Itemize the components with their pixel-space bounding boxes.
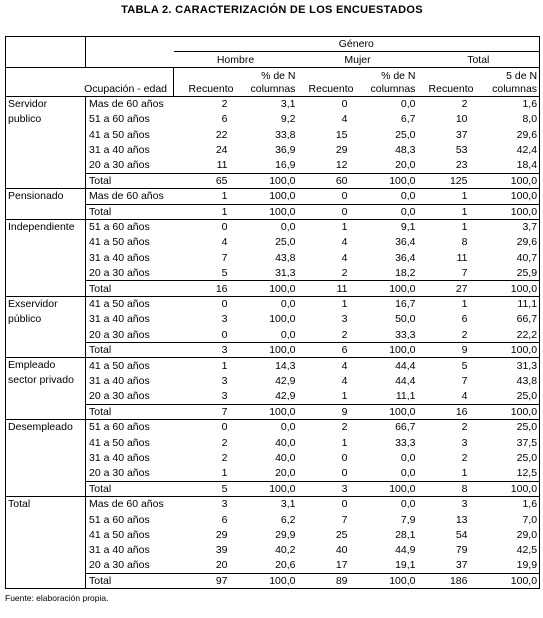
occupation-label: sector privado xyxy=(8,374,74,387)
hombre-recuento-cell: 24 xyxy=(215,144,228,157)
total-pct-cell: 25,0 xyxy=(516,390,538,403)
age-cell: 20 a 30 años xyxy=(89,328,150,341)
mujer-recuento-cell: 0 xyxy=(298,204,356,219)
age-cell: 20 a 30 años xyxy=(89,390,150,403)
mujer-pct-cell: 100,0 xyxy=(356,343,418,358)
hombre-recuento-cell: 7 xyxy=(174,404,236,419)
mujer-recuento-cell: 4 xyxy=(341,375,348,387)
total-pct-cell: 29,6 xyxy=(516,128,538,141)
age-cell: Mas de 60 años xyxy=(86,96,174,111)
total-pct-cell: 100,0 xyxy=(476,281,540,296)
table-row xyxy=(6,112,540,127)
total-pct-cell: 25,0 xyxy=(476,419,540,434)
hombre-pct-cell: 9,2 xyxy=(280,113,296,126)
mujer-pct-cell: 0,0 xyxy=(400,467,416,480)
mujer-recuento-cell: 4 xyxy=(341,236,348,249)
age-cell: 31 a 40 años xyxy=(89,375,150,387)
occupation-cell xyxy=(6,96,86,188)
age-cell: Mas de 60 años xyxy=(86,189,174,204)
table-row xyxy=(6,281,540,296)
mujer-pct-cell: 100,0 xyxy=(356,173,418,188)
age-cell: 31 a 40 años xyxy=(89,451,150,464)
hombre-pct-cell: 14,3 xyxy=(236,358,298,373)
hombre-pct-cell: 0,0 xyxy=(236,296,298,311)
hombre-recuento-cell: 7 xyxy=(221,251,228,264)
hombre-pct-cell: 0,0 xyxy=(280,328,296,341)
table-row xyxy=(6,496,540,511)
mujer-recuento-cell: 2 xyxy=(341,267,348,280)
mujer-recuento-cell: 2 xyxy=(298,419,356,434)
header-mujer-recuento: Recuento xyxy=(298,67,356,96)
hombre-pct-cell: 20,0 xyxy=(275,467,296,480)
occupation-cell xyxy=(6,419,86,496)
mujer-pct-cell: 20,0 xyxy=(395,159,416,172)
mujer-pct-cell: 0,0 xyxy=(356,189,418,204)
table-row xyxy=(6,327,540,342)
mujer-recuento-cell: 4 xyxy=(341,251,348,264)
header-pct-bottom: columnas xyxy=(370,82,416,95)
hombre-pct-cell: 3,1 xyxy=(236,496,298,511)
total-recuento-cell: 3 xyxy=(461,436,468,449)
mujer-pct-cell: 7,9 xyxy=(400,513,416,526)
hombre-recuento-cell: 29 xyxy=(215,528,228,541)
total-pct-cell: 100,0 xyxy=(476,189,540,204)
total-pct-cell: 100,0 xyxy=(476,481,540,496)
hombre-pct-cell: 40,2 xyxy=(275,544,296,557)
mujer-recuento-cell: 15 xyxy=(335,128,348,141)
occupation-cell xyxy=(6,296,86,358)
hombre-recuento-cell: 0 xyxy=(221,328,228,341)
mujer-pct-cell: 100,0 xyxy=(356,404,418,419)
mujer-pct-cell: 100,0 xyxy=(356,281,418,296)
total-pct-cell: 37,5 xyxy=(516,436,538,449)
table-row xyxy=(6,358,540,373)
total-recuento-cell: 2 xyxy=(418,419,476,434)
mujer-pct-cell: 28,1 xyxy=(395,528,416,541)
hombre-pct-cell: 31,3 xyxy=(275,267,296,280)
total-pct-cell: 100,0 xyxy=(476,404,540,419)
header-genero: Género xyxy=(338,38,374,51)
occupation-label: público xyxy=(8,312,42,325)
mujer-recuento-cell: 0 xyxy=(341,451,348,464)
total-pct-cell: 12,5 xyxy=(516,467,538,480)
total-pct-cell: 43,8 xyxy=(516,375,538,387)
hombre-recuento-cell: 97 xyxy=(174,573,236,588)
occupation-label: Empleado xyxy=(8,359,56,372)
header-total-pct xyxy=(476,67,540,96)
mujer-pct-cell: 44,4 xyxy=(395,375,416,387)
total-pct-cell: 66,7 xyxy=(516,313,538,326)
hombre-pct-cell: 100,0 xyxy=(236,481,298,496)
hombre-recuento-cell: 1 xyxy=(174,358,236,373)
table-row xyxy=(6,96,540,111)
age-cell: 20 a 30 años xyxy=(89,159,150,172)
hombre-recuento-cell: 16 xyxy=(174,281,236,296)
total-pct-cell: 11,1 xyxy=(476,296,540,311)
mujer-pct-cell: 36,4 xyxy=(395,236,416,249)
mujer-pct-cell: 11,1 xyxy=(395,390,416,403)
hombre-pct-cell: 100,0 xyxy=(236,343,298,358)
hombre-pct-cell: 33,8 xyxy=(275,128,296,141)
total-pct-cell: 25,9 xyxy=(516,267,538,280)
hombre-recuento-cell: 2 xyxy=(221,436,228,449)
mujer-recuento-cell: 1 xyxy=(341,390,348,403)
occupation-label: Servidor xyxy=(8,97,48,110)
mujer-recuento-cell: 0 xyxy=(298,189,356,204)
occupation-label: Desempleado xyxy=(8,420,73,433)
mujer-recuento-cell: 25 xyxy=(335,528,348,541)
age-cell: 41 a 50 años xyxy=(86,296,174,311)
total-pct-cell: 100,0 xyxy=(476,204,540,219)
mujer-recuento-cell: 29 xyxy=(335,144,348,157)
occupation-cell xyxy=(6,219,86,296)
mujer-recuento-cell: 4 xyxy=(298,358,356,373)
table-row xyxy=(6,173,540,188)
mujer-recuento-cell: 7 xyxy=(341,513,348,526)
total-recuento-cell: 79 xyxy=(455,544,468,557)
table-row xyxy=(6,296,540,311)
mujer-pct-cell: 0,0 xyxy=(356,496,418,511)
hombre-recuento-cell: 1 xyxy=(221,467,228,480)
hombre-recuento-cell: 1 xyxy=(174,204,236,219)
hombre-pct-cell: 100,0 xyxy=(236,204,298,219)
total-pct-cell: 19,9 xyxy=(516,559,538,572)
total-pct-cell: 8,0 xyxy=(522,113,538,126)
mujer-pct-cell: 100,0 xyxy=(356,573,418,588)
header-ocupacion-edad: Ocupación - edad xyxy=(6,67,174,96)
mujer-pct-cell: 33,3 xyxy=(395,436,416,449)
total-recuento-cell: 2 xyxy=(461,451,468,464)
total-pct-cell: 29,0 xyxy=(516,528,538,541)
header-total: Total xyxy=(418,52,540,67)
hombre-recuento-cell: 4 xyxy=(221,236,228,249)
total-recuento-cell: 1 xyxy=(418,296,476,311)
age-cell: 31 a 40 años xyxy=(89,544,150,557)
hombre-pct-cell: 40,0 xyxy=(275,436,296,449)
table-row xyxy=(6,573,540,588)
total-recuento-cell: 125 xyxy=(418,173,476,188)
age-cell: 51 a 60 años xyxy=(89,513,150,526)
mujer-recuento-cell: 0 xyxy=(298,496,356,511)
age-cell: 20 a 30 años xyxy=(89,559,150,572)
table-row xyxy=(6,219,540,234)
total-pct-cell: 3,7 xyxy=(476,219,540,234)
hombre-recuento-cell: 0 xyxy=(174,296,236,311)
mujer-pct-cell: 9,1 xyxy=(356,219,418,234)
age-cell: 51 a 60 años xyxy=(86,419,174,434)
table-row xyxy=(6,543,540,558)
total-pct-cell: 42,4 xyxy=(516,144,538,157)
occupation-cell xyxy=(6,358,86,420)
hombre-pct-cell: 6,2 xyxy=(280,513,296,526)
hombre-recuento-cell: 6 xyxy=(221,513,228,526)
hombre-recuento-cell: 3 xyxy=(174,496,236,511)
total-recuento-cell: 37 xyxy=(455,128,468,141)
mujer-recuento-cell: 3 xyxy=(298,481,356,496)
mujer-recuento-cell: 2 xyxy=(341,328,348,341)
age-cell: Total xyxy=(86,573,174,588)
age-cell: 41 a 50 años xyxy=(89,128,150,141)
hombre-recuento-cell: 2 xyxy=(221,451,228,464)
footnote: Fuente: elaboración propia. xyxy=(5,593,109,604)
total-recuento-cell: 8 xyxy=(461,236,468,249)
table-row xyxy=(6,558,540,573)
age-cell: 20 a 30 años xyxy=(89,467,150,480)
hombre-pct-cell: 100,0 xyxy=(236,173,298,188)
total-pct-cell: 100,0 xyxy=(476,573,540,588)
age-cell: Total xyxy=(86,343,174,358)
total-recuento-cell: 3 xyxy=(418,496,476,511)
mujer-pct-cell: 19,1 xyxy=(395,559,416,572)
total-pct-cell: 25,0 xyxy=(516,451,538,464)
header-total-pct-bottom: columnas xyxy=(492,82,538,95)
mujer-pct-cell: 50,0 xyxy=(395,313,416,326)
header-pct-top: % de N xyxy=(261,69,296,82)
mujer-recuento-cell: 89 xyxy=(298,573,356,588)
age-cell: Total xyxy=(86,404,174,419)
mujer-pct-cell: 0,0 xyxy=(356,204,418,219)
total-pct-cell: 1,6 xyxy=(476,96,540,111)
hombre-pct-cell: 100,0 xyxy=(236,189,298,204)
occupation-cell xyxy=(6,189,86,220)
total-recuento-cell: 5 xyxy=(418,358,476,373)
total-pct-cell: 29,6 xyxy=(516,236,538,249)
total-recuento-cell: 1 xyxy=(461,467,468,480)
table-body xyxy=(6,96,540,589)
age-cell: 31 a 40 años xyxy=(89,144,150,157)
header-hombre-recuento: Recuento xyxy=(174,67,236,96)
table-row xyxy=(6,189,540,204)
mujer-pct-cell: 6,7 xyxy=(400,113,416,126)
total-recuento-cell: 2 xyxy=(418,96,476,111)
mujer-recuento-cell: 1 xyxy=(341,436,348,449)
table-row xyxy=(6,158,540,173)
total-recuento-cell: 10 xyxy=(455,113,468,126)
total-recuento-cell: 1 xyxy=(418,204,476,219)
total-recuento-cell: 11 xyxy=(456,251,468,264)
age-cell: 31 a 40 años xyxy=(89,313,150,326)
age-cell: 41 a 50 años xyxy=(86,358,174,373)
table-row xyxy=(6,404,540,419)
age-cell: Total xyxy=(86,481,174,496)
header-pct-bottom: columnas xyxy=(250,82,296,95)
hombre-recuento-cell: 39 xyxy=(215,544,228,557)
hombre-pct-cell: 0,0 xyxy=(236,219,298,234)
mujer-pct-cell: 44,4 xyxy=(356,358,418,373)
age-cell: Mas de 60 años xyxy=(86,496,174,511)
mujer-pct-cell: 0,0 xyxy=(400,451,416,464)
age-cell: Total xyxy=(86,173,174,188)
table-row xyxy=(6,266,540,281)
hombre-pct-cell: 36,9 xyxy=(275,144,296,157)
total-recuento-cell: 2 xyxy=(461,328,468,341)
hombre-pct-cell: 3,1 xyxy=(236,96,298,111)
table-row xyxy=(6,142,540,157)
header-total-recuento: Recuento xyxy=(418,67,476,96)
header-mujer-pct xyxy=(356,67,418,96)
hombre-recuento-cell: 0 xyxy=(174,419,236,434)
total-pct-cell: 40,7 xyxy=(516,251,538,264)
mujer-pct-cell: 48,3 xyxy=(395,144,416,157)
total-recuento-cell: 7 xyxy=(461,375,468,387)
hombre-recuento-cell: 2 xyxy=(174,96,236,111)
total-recuento-cell: 4 xyxy=(461,390,468,403)
total-recuento-cell: 13 xyxy=(455,513,468,526)
mujer-pct-cell: 25,0 xyxy=(395,128,416,141)
hombre-pct-cell: 100,0 xyxy=(236,281,298,296)
hombre-pct-cell: 100,0 xyxy=(236,573,298,588)
age-cell: 51 a 60 años xyxy=(86,219,174,234)
mujer-recuento-cell: 4 xyxy=(341,113,348,126)
total-recuento-cell: 54 xyxy=(455,528,468,541)
table-row xyxy=(6,389,540,404)
hombre-recuento-cell: 3 xyxy=(221,375,228,387)
header-mujer: Mujer xyxy=(298,52,418,67)
hombre-recuento-cell: 65 xyxy=(174,173,236,188)
hombre-recuento-cell: 6 xyxy=(221,113,228,126)
mujer-recuento-cell: 11 xyxy=(298,281,356,296)
table-row xyxy=(6,466,540,481)
characterization-table xyxy=(5,36,540,589)
mujer-recuento-cell: 9 xyxy=(298,404,356,419)
mujer-recuento-cell: 17 xyxy=(335,559,348,572)
mujer-pct-cell: 100,0 xyxy=(356,481,418,496)
mujer-recuento-cell: 0 xyxy=(341,467,348,480)
age-cell: Total xyxy=(86,204,174,219)
hombre-recuento-cell: 5 xyxy=(174,481,236,496)
total-recuento-cell: 27 xyxy=(418,281,476,296)
mujer-recuento-cell: 6 xyxy=(298,343,356,358)
mujer-recuento-cell: 12 xyxy=(335,159,348,172)
occupation-label: Exservidor xyxy=(8,297,58,310)
age-cell: 20 a 30 años xyxy=(89,267,150,280)
total-recuento-cell: 8 xyxy=(418,481,476,496)
age-cell: 41 a 50 años xyxy=(89,236,150,249)
hombre-pct-cell: 100,0 xyxy=(236,404,298,419)
table-row xyxy=(6,481,540,496)
table-row xyxy=(6,450,540,465)
mujer-recuento-cell: 1 xyxy=(298,219,356,234)
occupation-label: publico xyxy=(8,112,42,125)
total-pct-cell: 1,6 xyxy=(476,496,540,511)
age-cell: 41 a 50 años xyxy=(89,528,150,541)
age-cell: 41 a 50 años xyxy=(89,436,150,449)
total-pct-cell: 31,3 xyxy=(476,358,540,373)
total-pct-cell: 100,0 xyxy=(476,173,540,188)
hombre-recuento-cell: 20 xyxy=(215,559,228,572)
hombre-recuento-cell: 22 xyxy=(215,128,228,141)
hombre-pct-cell: 42,9 xyxy=(275,375,296,387)
total-recuento-cell: 16 xyxy=(418,404,476,419)
hombre-pct-cell: 20,6 xyxy=(275,559,296,572)
total-recuento-cell: 6 xyxy=(461,313,468,326)
header-total-pct-top: 5 de N xyxy=(506,69,538,82)
hombre-pct-cell: 0,0 xyxy=(236,419,298,434)
hombre-recuento-cell: 1 xyxy=(174,189,236,204)
hombre-recuento-cell: 3 xyxy=(221,313,228,326)
total-recuento-cell: 9 xyxy=(418,343,476,358)
age-cell: 31 a 40 años xyxy=(89,251,150,264)
hombre-pct-cell: 43,8 xyxy=(275,251,296,264)
mujer-pct-cell: 44,9 xyxy=(395,544,416,557)
hombre-pct-cell: 16,9 xyxy=(275,159,296,172)
mujer-pct-cell: 18,2 xyxy=(395,267,416,280)
hombre-recuento-cell: 5 xyxy=(221,267,228,280)
mujer-recuento-cell: 0 xyxy=(298,96,356,111)
total-recuento-cell: 1 xyxy=(418,189,476,204)
total-pct-cell: 18,4 xyxy=(516,159,538,172)
table-row xyxy=(6,312,540,327)
mujer-pct-cell: 66,7 xyxy=(356,419,418,434)
mujer-recuento-cell: 3 xyxy=(341,313,348,326)
table-container xyxy=(5,36,539,589)
table-header xyxy=(6,37,540,97)
mujer-pct-cell: 16,7 xyxy=(356,296,418,311)
occupation-cell xyxy=(6,496,86,588)
table-row xyxy=(6,435,540,450)
table-row xyxy=(6,204,540,219)
mujer-recuento-cell: 1 xyxy=(298,296,356,311)
table-row xyxy=(6,127,540,142)
hombre-recuento-cell: 3 xyxy=(174,343,236,358)
mujer-recuento-cell: 60 xyxy=(298,173,356,188)
total-recuento-cell: 53 xyxy=(455,144,468,157)
total-recuento-cell: 1 xyxy=(418,219,476,234)
total-pct-cell: 22,2 xyxy=(516,328,538,341)
table-row xyxy=(6,419,540,434)
hombre-pct-cell: 40,0 xyxy=(275,451,296,464)
hombre-recuento-cell: 0 xyxy=(174,219,236,234)
mujer-pct-cell: 36,4 xyxy=(395,251,416,264)
total-recuento-cell: 186 xyxy=(418,573,476,588)
header-hombre: Hombre xyxy=(174,52,298,67)
total-pct-cell: 7,0 xyxy=(522,513,538,526)
mujer-recuento-cell: 40 xyxy=(335,544,348,557)
table-row xyxy=(6,250,540,265)
hombre-pct-cell: 29,9 xyxy=(275,528,296,541)
occupation-label: Pensionado xyxy=(8,190,64,203)
total-pct-cell: 42,5 xyxy=(516,544,538,557)
hombre-recuento-cell: 11 xyxy=(216,159,228,172)
total-recuento-cell: 7 xyxy=(461,267,468,280)
header-hombre-pct xyxy=(236,67,298,96)
hombre-pct-cell: 42,9 xyxy=(275,390,296,403)
table-row xyxy=(6,527,540,542)
table-title: TABLA 2. CARACTERIZACIÓN DE LOS ENCUESTADOS xyxy=(121,4,423,16)
occupation-label: Total xyxy=(8,497,31,510)
hombre-recuento-cell: 3 xyxy=(221,390,228,403)
mujer-pct-cell: 0,0 xyxy=(356,96,418,111)
hombre-pct-cell: 100,0 xyxy=(269,313,296,326)
age-cell: 51 a 60 años xyxy=(89,113,150,126)
occupation-label: Independiente xyxy=(8,220,75,233)
table-row xyxy=(6,235,540,250)
table-row xyxy=(6,373,540,388)
age-cell: Total xyxy=(86,281,174,296)
table-row xyxy=(6,343,540,358)
total-pct-cell: 100,0 xyxy=(476,343,540,358)
total-recuento-cell: 37 xyxy=(455,559,468,572)
table-row xyxy=(6,512,540,527)
hombre-pct-cell: 25,0 xyxy=(275,236,296,249)
mujer-pct-cell: 33,3 xyxy=(395,328,416,341)
total-recuento-cell: 23 xyxy=(455,159,468,172)
header-corner xyxy=(6,37,86,52)
header-pct-top: % de N xyxy=(381,69,416,82)
